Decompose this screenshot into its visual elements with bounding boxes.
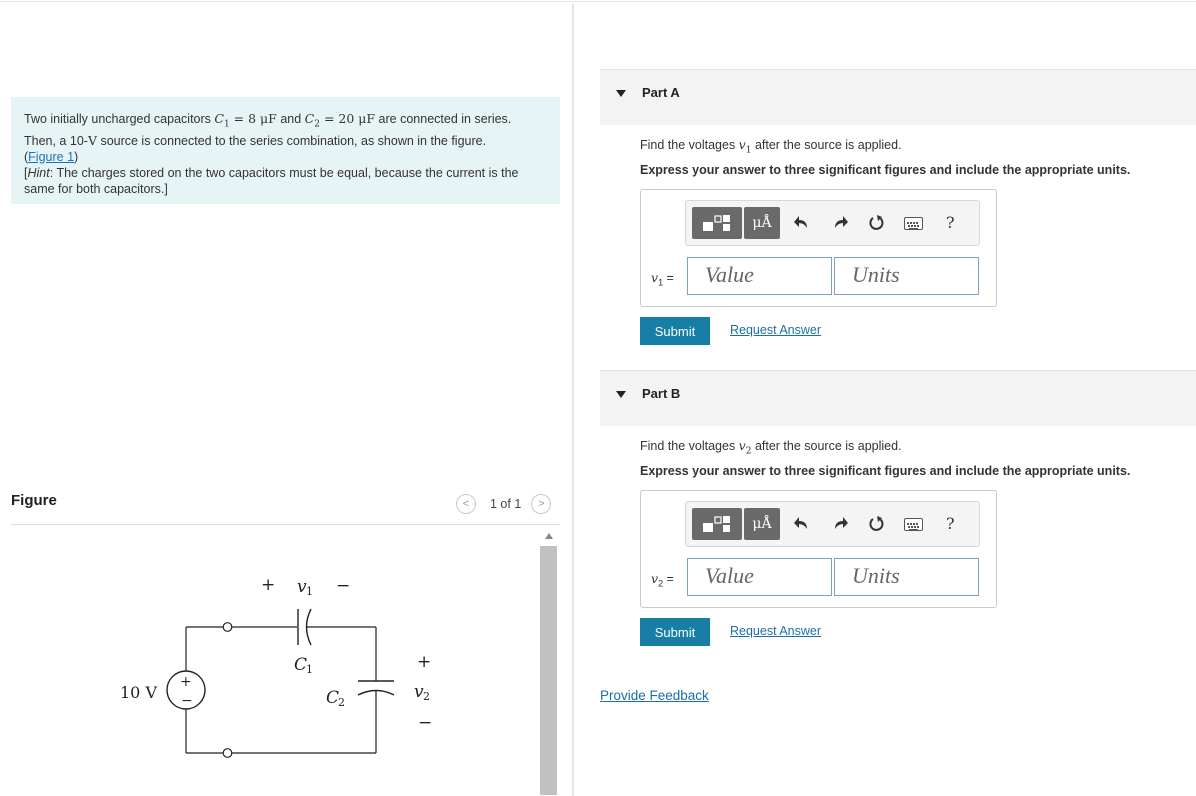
terminal-bottom [223,749,232,758]
help-icon[interactable]: ? [946,213,955,232]
source-plus: + [180,674,192,690]
redo-icon[interactable] [831,214,849,232]
keyboard-button[interactable] [904,217,923,230]
v1-minus-label: − [336,576,351,596]
figure-title: Figure [11,492,57,509]
help-icon[interactable]: ? [946,514,955,533]
top-divider [0,1,1196,2]
part-b-question: Find the voltages $v_2$ after the source is applied. [640,438,902,457]
circuit-diagram [100,560,460,770]
part-a-title: Part A [642,85,680,100]
undo-icon[interactable] [793,515,811,533]
templates-button[interactable] [692,508,742,540]
problem-statement: Two initially uncharged capacitors $C_1 = 8$ μF and $C_2 = 20$ μF are connected in series. Then, a 10-V source is connected to the series combination, as shown in the figure. (Figure 1) [Hint: The charges stored on the two capacitors must be equal, because the current is the same for both capacitors.] [11,97,560,204]
pane-splitter[interactable] [572,4,574,796]
part-a-toolbar [685,200,980,246]
part-a-answer-box [640,189,997,307]
part-a-var-label: $v_1$ = [651,270,674,288]
circuit-wires [186,627,376,753]
part-b-request-answer-link[interactable]: Request Answer [730,624,822,638]
v2-minus-label: − [418,713,433,733]
part-b-instruction: Express your answer to three significant figures and include the appropriate units. [640,464,1131,478]
v2-subscript: 2 [423,690,430,703]
c2-subscript: 2 [338,696,345,709]
c2-label: C [326,688,340,708]
figure-next-button[interactable] [531,494,551,514]
part-b-units-input[interactable]: Units [834,558,979,596]
figure-link[interactable]: Figure 1 [28,149,75,164]
v2-plus-label: + [417,652,432,672]
v1-plus-label: + [261,575,276,595]
reset-icon[interactable] [868,515,886,533]
figure-pager [456,493,551,515]
templates-icon [699,514,735,534]
part-b-var-label: $v_2$ = [651,571,674,589]
part-b-answer-box [640,490,997,608]
templates-icon [699,213,735,233]
units-icon: μÅ [752,215,772,231]
problem-line-1: Two initially uncharged capacitors $C_1 = 8$ μF and $C_2 = 20$ μF are connected in series. [24,111,512,130]
scrollbar-thumb[interactable] [540,546,557,795]
part-a-submit-button[interactable]: Submit [640,317,710,345]
collapse-triangle-icon[interactable] [616,90,626,97]
source-voltage-label: 10 V [120,683,157,702]
part-b-submit-button[interactable]: Submit [640,618,710,646]
part-b-title: Part B [642,386,681,401]
v2-label: v [414,682,424,702]
part-b-value-input[interactable]: Value [687,558,832,596]
part-a-header[interactable] [600,69,1196,125]
units-icon: μÅ [752,516,772,532]
figure-page-indicator: 1 of 1 [490,497,522,511]
chevron-left-icon: < [462,498,470,510]
part-a-request-answer-link[interactable]: Request Answer [730,323,822,337]
chevron-right-icon: > [538,498,545,510]
part-a-units-input[interactable]: Units [834,257,979,295]
units-button[interactable] [744,207,780,239]
source-minus: − [181,693,193,709]
part-a-value-input[interactable]: Value [687,257,832,295]
part-a-question: Find the voltages $v_1$ after the source is applied. [640,137,902,156]
collapse-triangle-icon[interactable] [616,391,626,398]
reset-icon[interactable] [868,214,886,232]
terminal-top [223,623,232,632]
figure-prev-button[interactable] [456,494,476,514]
hint-text: [Hint: The charges stored on the two capacitors must be equal, because the current is the same for both capacitors.] [24,165,519,196]
keyboard-button[interactable] [904,518,923,531]
undo-icon[interactable] [793,214,811,232]
c1-subscript: 1 [306,663,313,676]
scroll-up-icon[interactable] [545,533,553,539]
keyboard-icon [905,220,922,231]
part-b-header[interactable] [600,370,1196,426]
figure-scrollbar[interactable] [540,531,557,795]
provide-feedback-link[interactable]: Provide Feedback [600,688,709,703]
c1-label: C [294,655,308,675]
part-a-instruction: Express your answer to three significant figures and include the appropriate units. [640,163,1131,177]
units-button[interactable] [744,508,780,540]
redo-icon[interactable] [831,515,849,533]
v1-subscript: 1 [306,585,313,598]
part-b-toolbar [685,501,980,547]
templates-button[interactable] [692,207,742,239]
problem-line-2: Then, a 10-V source is connected to the series combination, as shown in the figure. [24,132,487,148]
figure-divider [11,524,560,525]
keyboard-icon [905,521,922,532]
v1-label: v [297,577,307,597]
